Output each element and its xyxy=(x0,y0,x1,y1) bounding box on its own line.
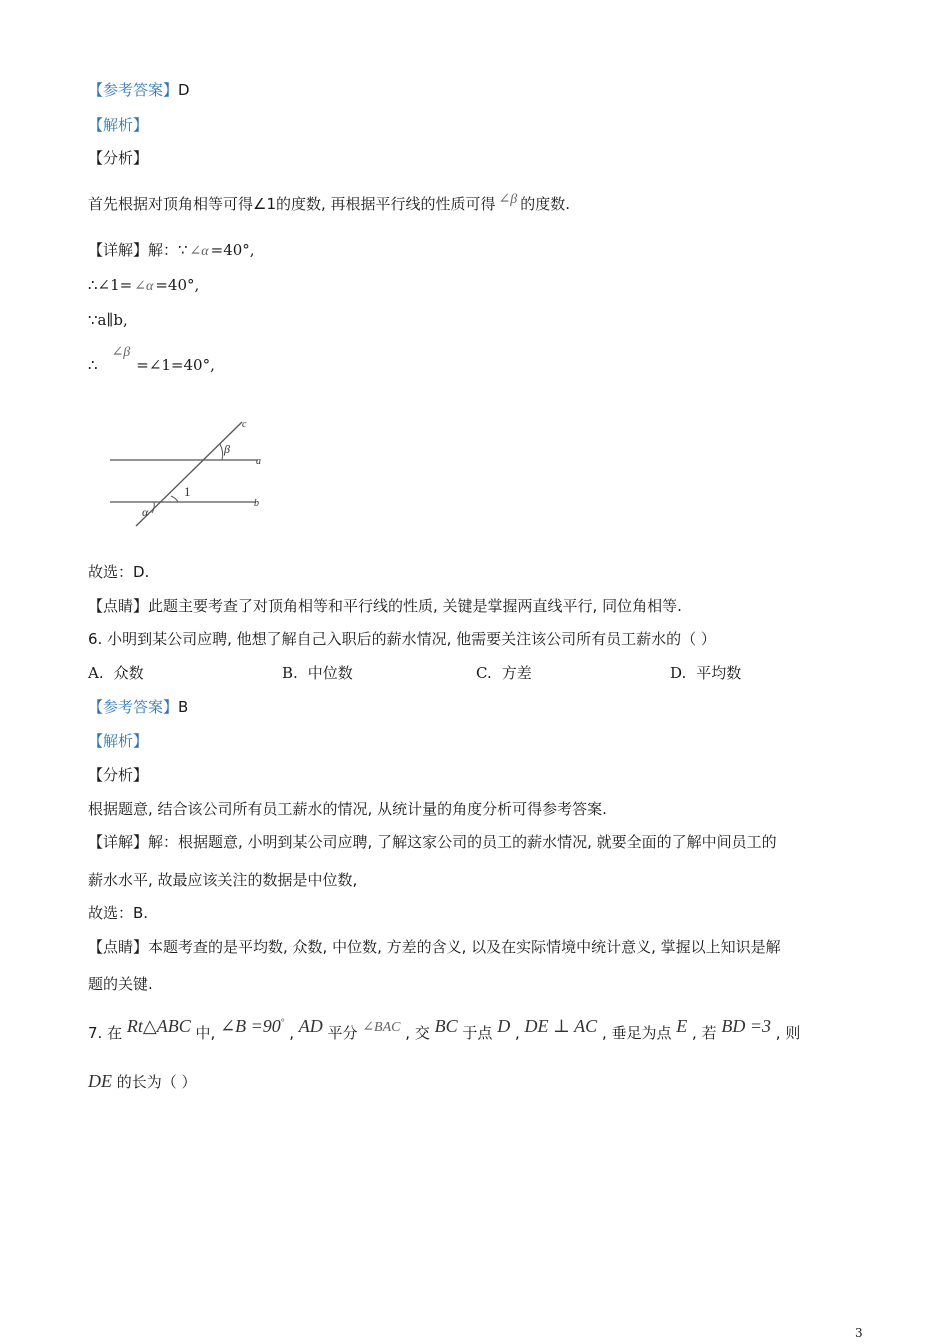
angle-beta-math: ∠β xyxy=(111,345,131,360)
q6-choose: 故选：B. xyxy=(88,904,149,922)
option-text: 中位数 xyxy=(307,664,353,682)
q5-comment: 【点睛】此题主要考查了对顶角相等和平行线的性质, 关键是掌握两直线平行, 同位角相等. xyxy=(88,597,682,615)
triangle-math: Rt△ABC xyxy=(126,1016,191,1036)
q7-text: , 交 xyxy=(405,1024,430,1042)
q7-number: 7. 在 xyxy=(88,1024,123,1042)
degree-sup: ° xyxy=(280,1017,285,1027)
q5-fenxi-label: 【分析】 xyxy=(88,149,149,167)
analysis-text: 首先根据对顶角相等可得∠1的度数, 再根据平行线的性质可得 xyxy=(88,195,496,213)
detail-l2-value: =40°, xyxy=(155,276,200,294)
q5-detail-line3: ∵a∥b, xyxy=(88,311,128,329)
q7-text: , xyxy=(289,1024,294,1042)
line-c xyxy=(136,422,242,526)
page-number: 3 xyxy=(855,1326,863,1340)
q7-text: , 垂足为点 xyxy=(601,1024,672,1042)
q6-comment-line1: 【点睛】本题考查的是平均数, 众数, 中位数, 方差的含义, 以及在实际情境中统计意义, 掌握以上知识是解 xyxy=(88,938,781,956)
perpendicular-math: DE ⊥ AC xyxy=(524,1016,598,1036)
label-one: 1 xyxy=(184,484,191,499)
d-math: D xyxy=(497,1016,511,1036)
bd-math: BD =3 xyxy=(721,1016,772,1036)
answer-label: 【参考答案】 xyxy=(88,81,179,99)
label-a: a xyxy=(256,456,261,467)
one-arc xyxy=(171,496,178,502)
q6-option-b xyxy=(282,663,353,683)
alpha-arc xyxy=(152,502,154,513)
angle-alpha-math: ∠α xyxy=(134,279,154,294)
label-c: c xyxy=(242,419,247,430)
option-key: C. xyxy=(476,664,492,682)
q6-detail-line1: 【详解】解：根据题意, 小明到某公司应聘, 了解这家公司的员工的薪水情况, 就要全面的了解中间员工的 xyxy=(88,833,777,851)
q7-text: 平分 xyxy=(327,1024,358,1042)
ad-math: AD xyxy=(298,1016,323,1036)
detail-label: 【详解】解：∵ xyxy=(88,241,188,259)
option-text: 平均数 xyxy=(696,664,742,682)
analysis-text-end: 的度数. xyxy=(520,195,571,213)
angle-b-math xyxy=(220,1016,284,1036)
detail-l2-start: ∴∠1= xyxy=(88,276,133,294)
beta-arc xyxy=(220,444,223,460)
q6-fenxi-label: 【分析】 xyxy=(88,766,149,784)
q5-choose: 故选：D. xyxy=(88,563,150,581)
option-text: 方差 xyxy=(501,664,532,682)
q7-text: 于点 xyxy=(462,1024,493,1042)
answer-value: D xyxy=(178,81,190,99)
q6-detail-line2: 薪水水平, 故最应该关注的数据是中位数, xyxy=(88,871,358,889)
label-beta: β xyxy=(224,442,230,456)
q6-option-c xyxy=(476,663,532,683)
q7-text: , xyxy=(514,1024,520,1042)
q6-answer-line xyxy=(88,697,188,717)
detail-l4-value: =∠1=40°, xyxy=(136,356,215,374)
q7-text: 中, xyxy=(195,1024,216,1042)
q6-option-a xyxy=(88,663,144,683)
e-math: E xyxy=(676,1016,688,1036)
answer-label: 【参考答案】 xyxy=(88,698,179,716)
option-key: A. xyxy=(88,664,104,682)
q7-question-line2 xyxy=(88,1071,197,1092)
label-b: b xyxy=(254,498,259,509)
q5-detail-line4 xyxy=(88,345,215,377)
label-alpha: α xyxy=(142,505,149,519)
q6-option-d xyxy=(670,663,741,683)
q7-question-line1 xyxy=(88,1018,800,1045)
q5-analysis xyxy=(88,194,570,216)
q6-comment-line2: 题的关键. xyxy=(88,975,153,993)
detail-value: =40°, xyxy=(210,241,255,259)
option-key: B. xyxy=(282,664,298,682)
parallel-lines-figure xyxy=(108,418,278,530)
q6-question: 6. 小明到某公司应聘, 他想了解自己入职后的薪水情况, 他需要关注该公司所有员工薪水的（ ） xyxy=(88,630,716,648)
q6-jiexi-label: 【解析】 xyxy=(88,732,149,750)
q5-jiexi-label: 【解析】 xyxy=(88,116,149,134)
q6-analysis: 根据题意, 结合该公司所有员工薪水的情况, 从统计量的角度分析可得参考答案. xyxy=(88,800,607,818)
angle-beta-math: ∠β xyxy=(498,192,518,207)
de-math: DE xyxy=(88,1071,112,1091)
angle-bac-math: ∠BAC xyxy=(362,1020,401,1035)
bc-math: BC xyxy=(434,1016,458,1036)
q7-text: 的长为（ ） xyxy=(116,1073,197,1091)
option-key: D. xyxy=(670,664,687,682)
q5-detail-line1 xyxy=(88,240,255,262)
answer-value: B xyxy=(178,698,189,716)
q7-text: , 若 xyxy=(692,1024,717,1042)
option-text: 众数 xyxy=(113,664,144,682)
q5-detail-line2 xyxy=(88,275,199,297)
angle-alpha-math: ∠α xyxy=(189,244,209,259)
q7-text: , 则 xyxy=(775,1024,801,1042)
q5-answer-line xyxy=(88,80,190,100)
angle-b-value: ∠B =90 xyxy=(220,1016,281,1036)
detail-l4-start: ∴ xyxy=(88,356,98,374)
